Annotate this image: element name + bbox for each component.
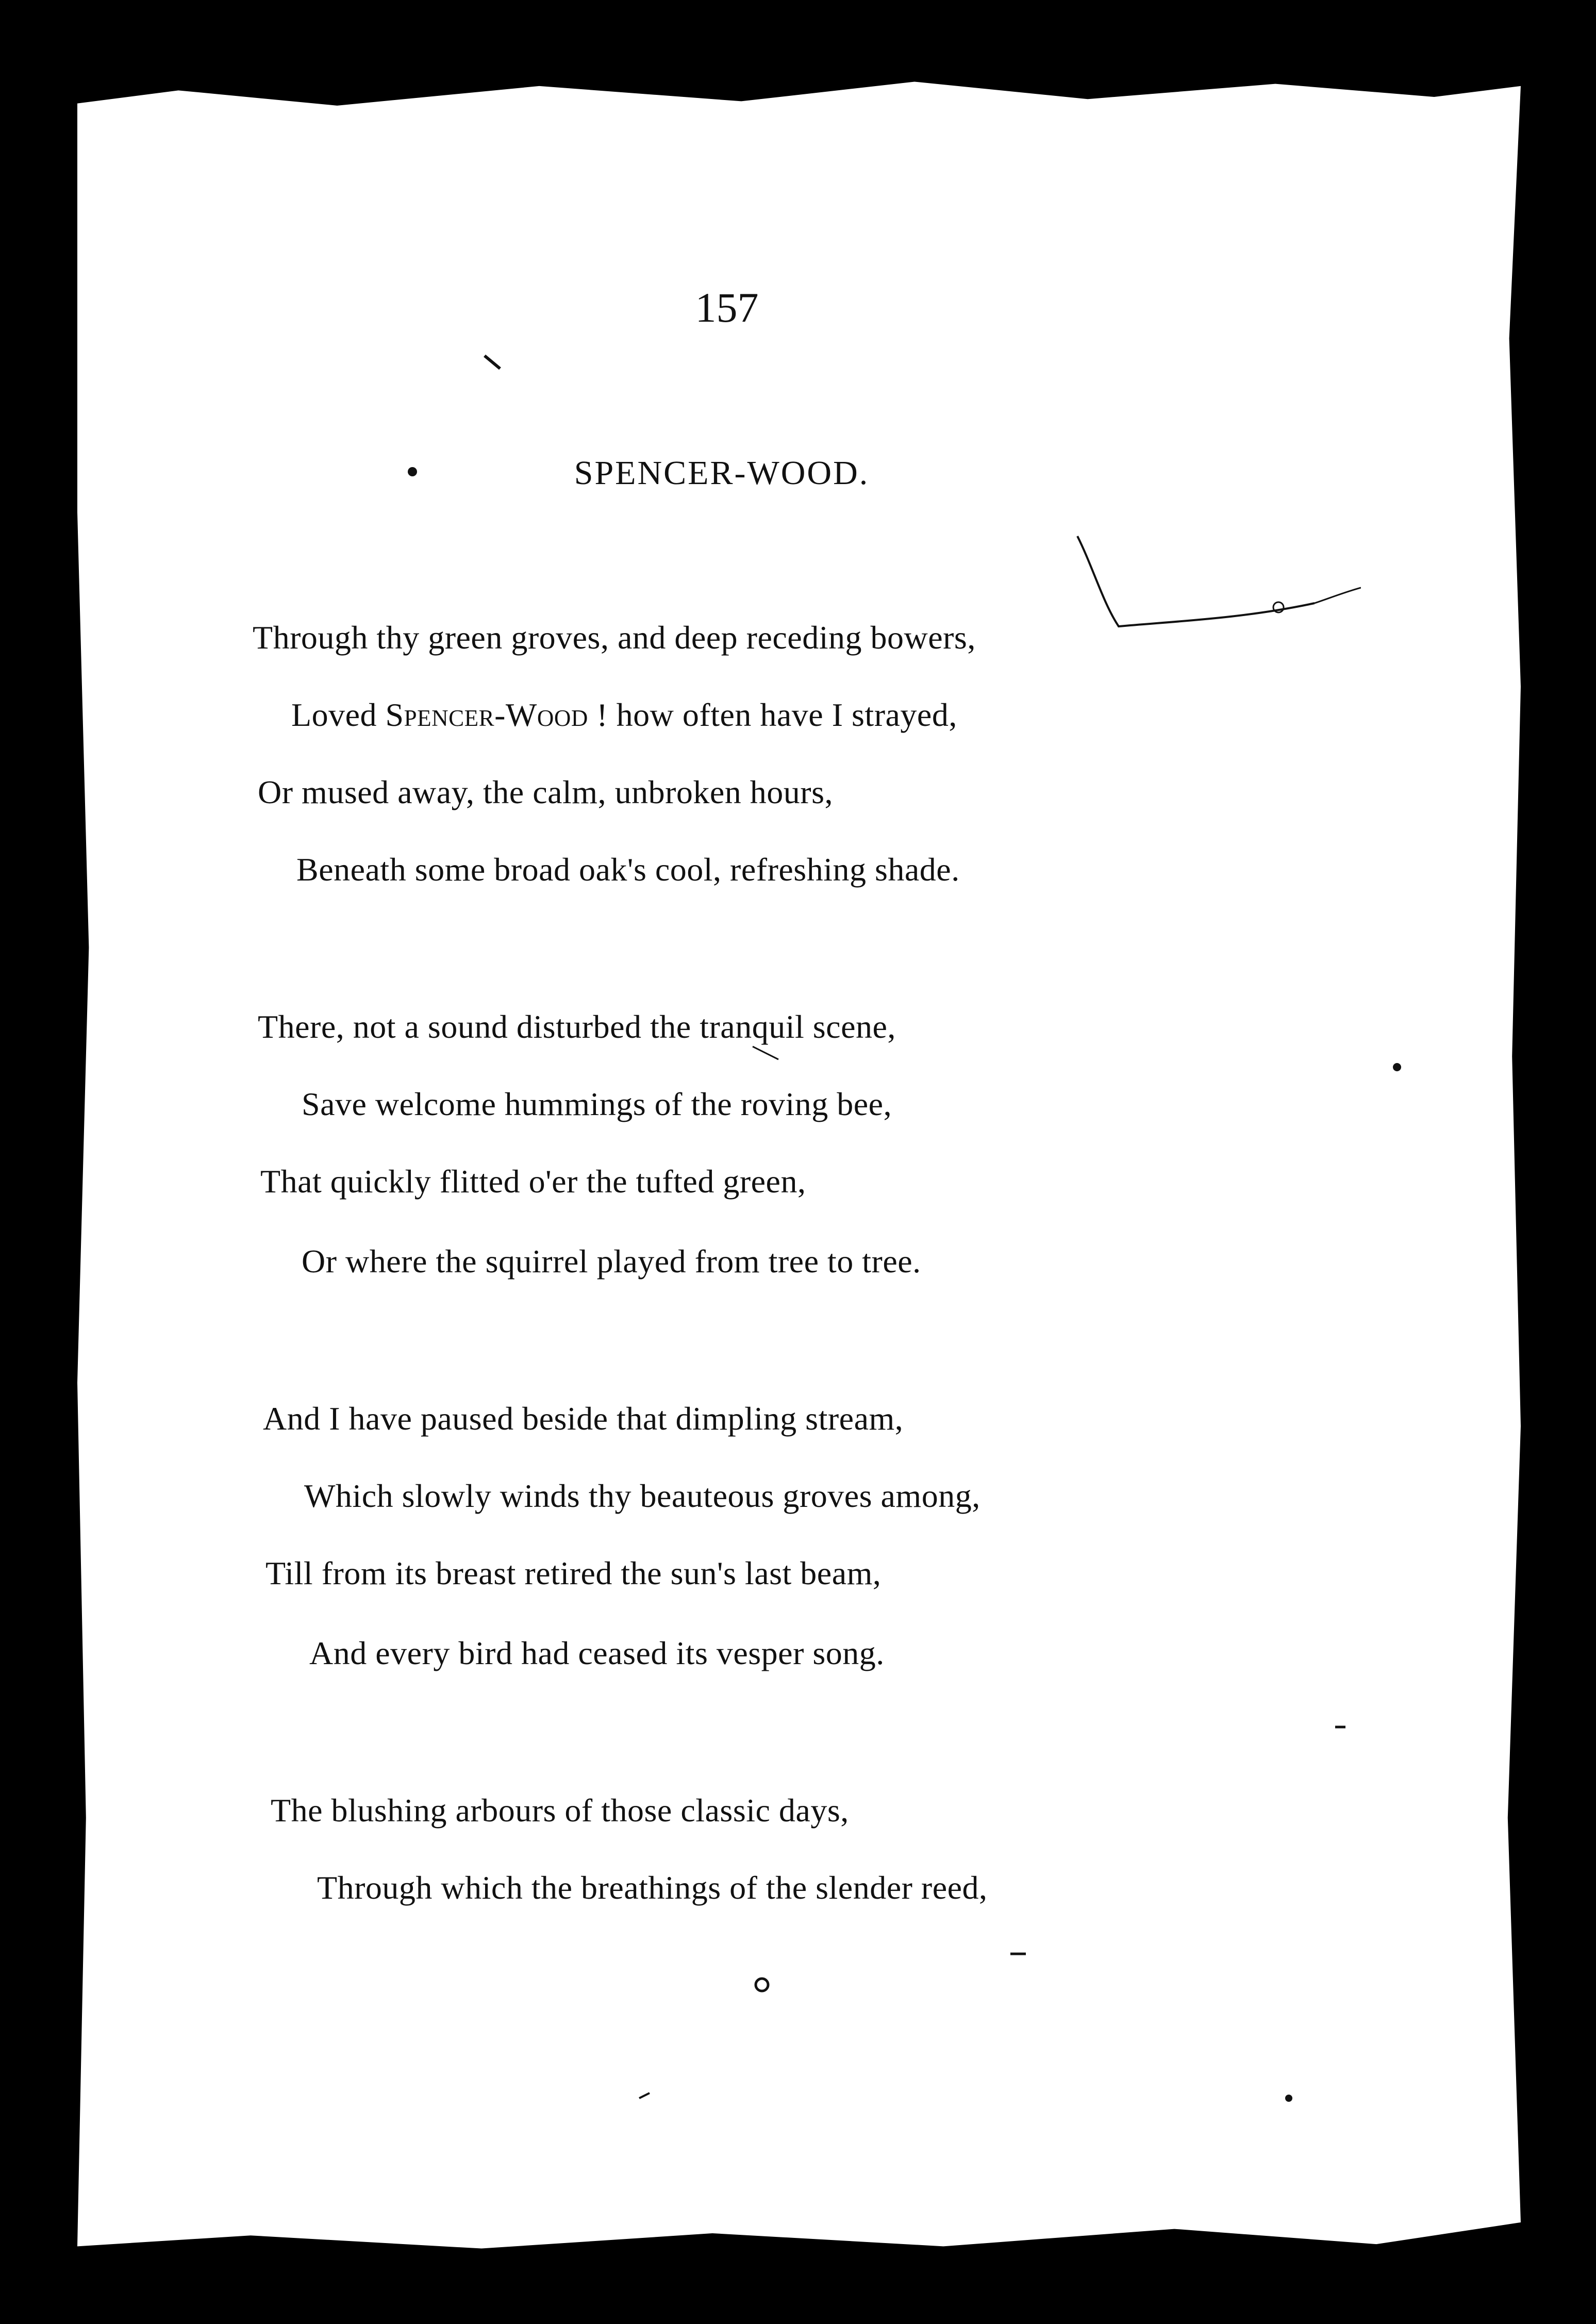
stanza-1-line-4: Beneath some broad oak's cool, refreshing shade.: [296, 851, 960, 888]
stanza-2-line-3: That quickly flitted o'er the tufted green,: [260, 1163, 806, 1200]
stanza-2-line-1: There, not a sound disturbed the tranquil scene,: [258, 1008, 896, 1045]
stanza-3-line-2: Which slowly winds thy beauteous groves among,: [304, 1478, 980, 1514]
line-suffix: ! how often have I strayed,: [596, 696, 957, 733]
page-number: 157: [695, 284, 759, 331]
poem-title: SPENCER-WOOD.: [574, 454, 870, 492]
stanza-2-line-4: Or where the squirrel played from tree to tree.: [302, 1243, 921, 1280]
place-name: Spencer-Wood: [385, 696, 588, 733]
stanza-1-line-1: Through thy green groves, and deep receding bowers,: [253, 619, 976, 656]
stanza-4-line-2: Through which the breathings of the slender reed,: [317, 1869, 988, 1906]
stanza-3-line-4: And every bird had ceased its vesper song.: [309, 1635, 885, 1671]
line-prefix: Loved: [291, 696, 377, 733]
stanza-4-line-1: The blushing arbours of those classic days,: [271, 1792, 849, 1829]
stanza-3-line-1: And I have paused beside that dimpling stream,: [263, 1400, 904, 1437]
stanza-1-line-3: Or mused away, the calm, unbroken hours,: [258, 774, 833, 810]
stanza-3-line-3: Till from its breast retired the sun's last beam,: [265, 1555, 882, 1591]
stanza-2-line-2: Save welcome hummings of the roving bee,: [302, 1086, 892, 1122]
